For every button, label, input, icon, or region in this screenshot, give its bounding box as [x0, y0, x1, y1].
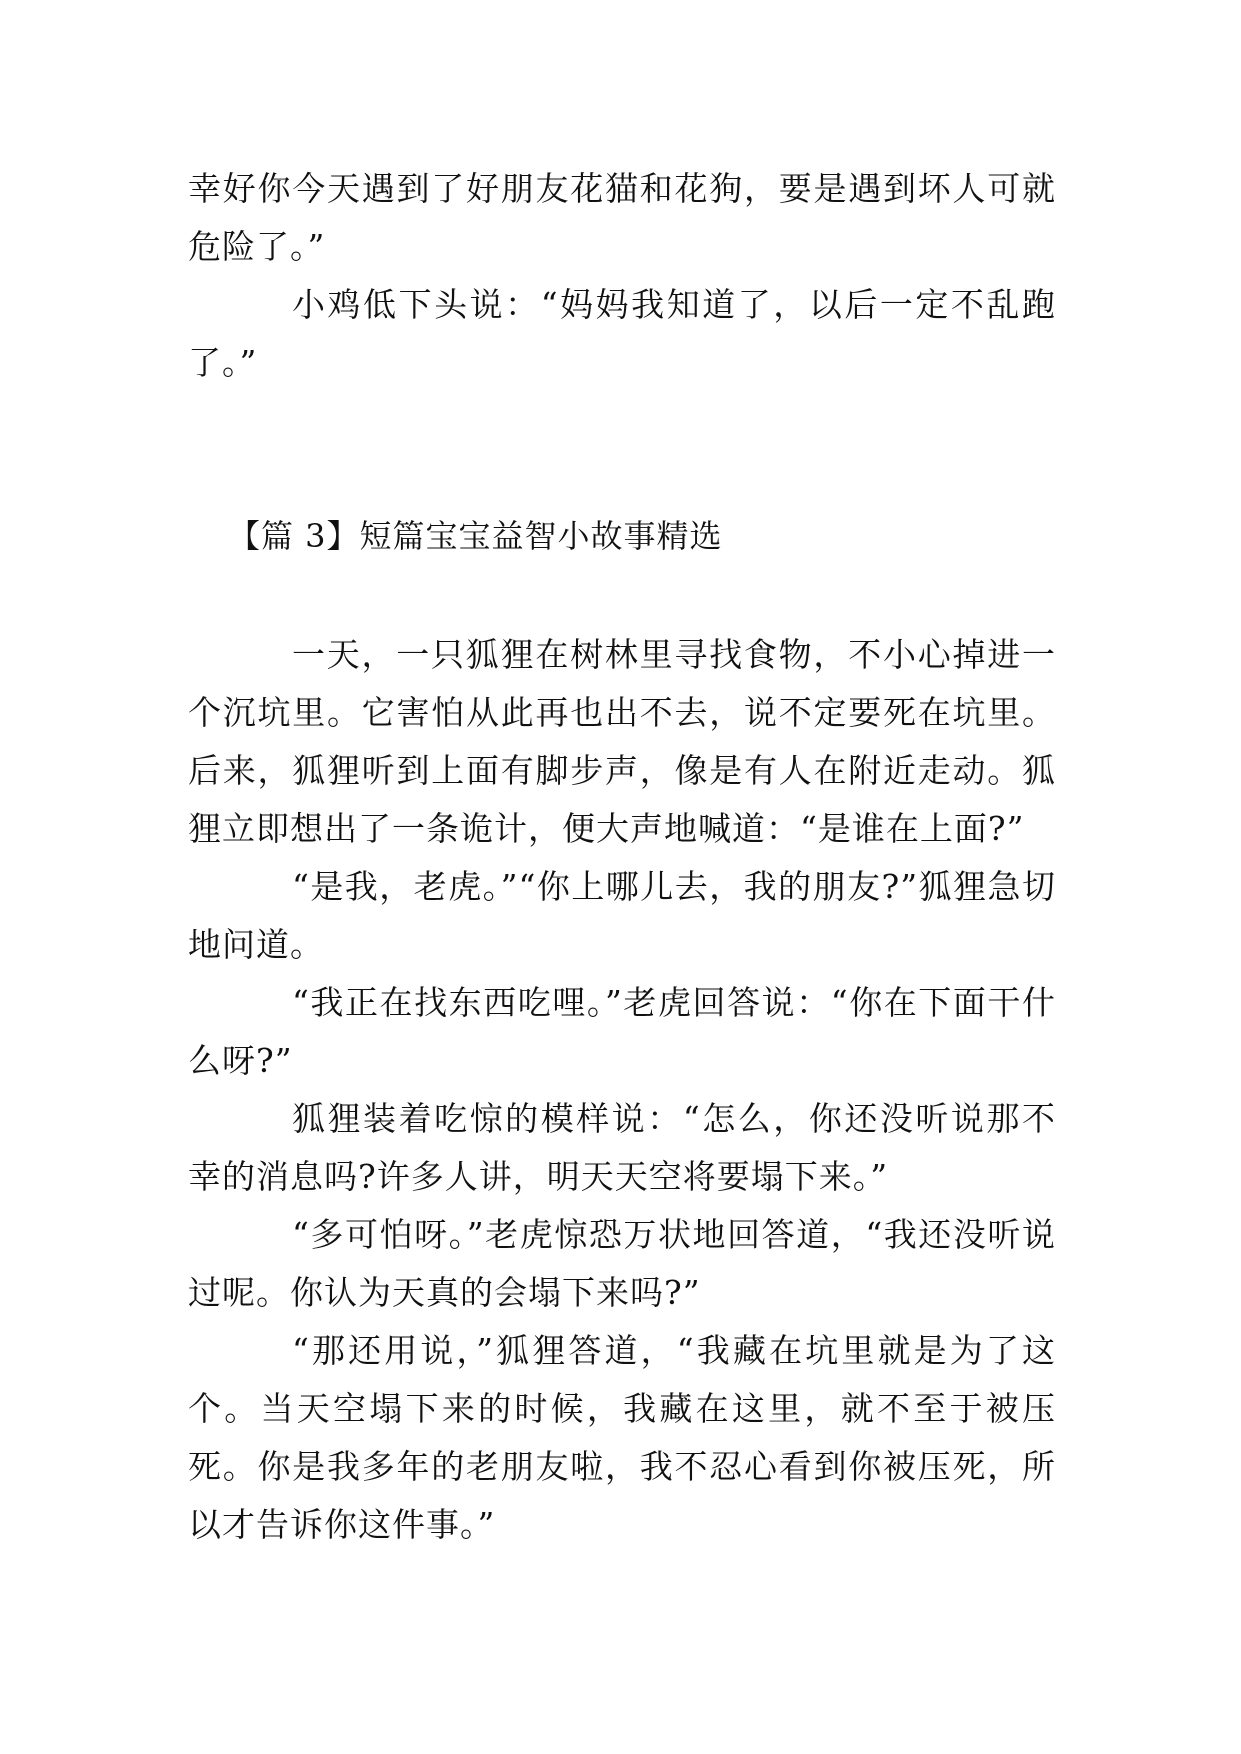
heading-spacer	[188, 565, 1056, 626]
continuation-paragraph-2: 小鸡低下头说：“妈妈我知道了，以后一定不乱跑了。”	[188, 285, 1056, 382]
continuation-paragraph-1: 幸好你今天遇到了好朋友花猫和花狗，要是遇到坏人可就危险了。”	[188, 169, 1056, 266]
section-heading: 【篇 3】短篇宝宝益智小故事精选	[228, 517, 723, 555]
story-paragraph-3: “我正在找东西吃哩。”老虎回答说：“你在下面干什么呀?”	[188, 983, 1056, 1080]
story-paragraph-1: 一天，一只狐狸在树林里寻找食物，不小心掉进一个沉坑里。它害怕从此再也出不去，说不定要死在坑里。后来，狐狸听到上面有脚步声，像是有人在附近走动。狐狸立即想出了一条诡计，便大声地喊道：“是谁在上面?”	[188, 635, 1056, 848]
document-body	[188, 160, 1056, 1554]
story-paragraph-4: 狐狸装着吃惊的模样说：“怎么，你还没听说那不幸的消息吗?许多人讲，明天天空将要塌下来。”	[188, 1099, 1056, 1196]
story-paragraph-2: “是我，老虎。”“你上哪儿去，我的朋友?”狐狸急切地问道。	[188, 867, 1056, 964]
story-paragraph-5: “多可怕呀。”老虎惊恐万状地回答道，“我还没听说过呢。你认为天真的会塌下来吗?”	[188, 1215, 1056, 1312]
section-spacer	[188, 392, 1056, 507]
story-paragraph-6: “那还用说，”狐狸答道，“我藏在坑里就是为了这个。当天空塌下来的时候，我藏在这里，就不至于被压死。你是我多年的老朋友啦，我不忍心看到你被压死，所以才告诉你这件事。”	[188, 1331, 1056, 1544]
